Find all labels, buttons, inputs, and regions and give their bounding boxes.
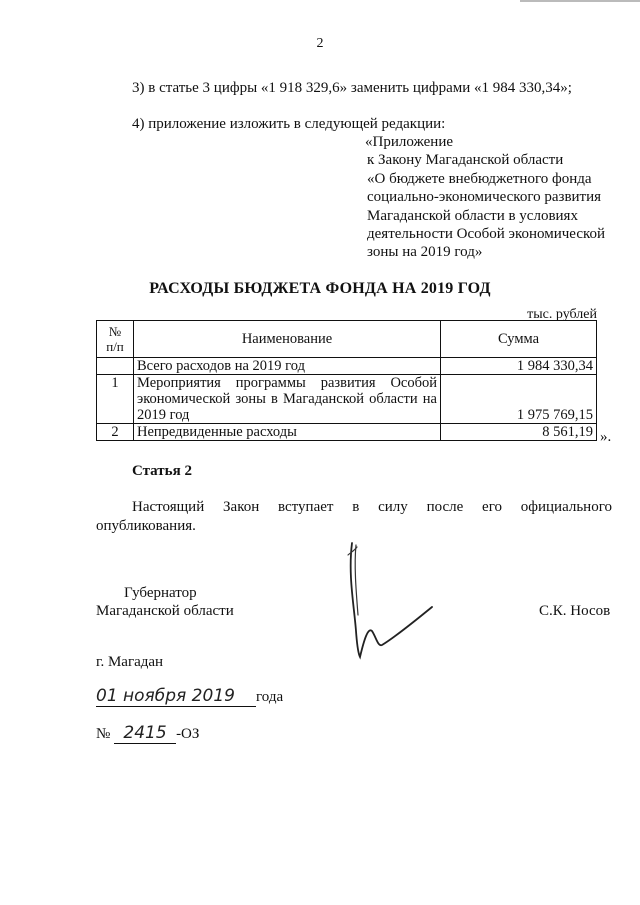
date-handwritten: 01 ноября 2019 [96, 686, 235, 706]
header-num-line2: п/п [106, 339, 124, 354]
article-word: силу [378, 499, 408, 515]
article-title: Статья 2 [132, 463, 192, 479]
appendix-header [365, 133, 625, 262]
table-row [97, 375, 597, 424]
table-row [97, 358, 597, 375]
amendment-item-3: 3) в статье 3 цифры «1 918 329,6» заменить цифрами «1 984 330,34»; [132, 80, 572, 96]
header-num-line1: № [108, 324, 122, 339]
row-name: Мероприятия программы развития Особой экономической зоны в Магаданской области на 2019 год [134, 375, 441, 424]
law-number [96, 723, 199, 744]
signing-date [96, 686, 283, 707]
amendment-item-4: 4) приложение изложить в следующей редакции: [132, 116, 446, 132]
appendix-line: к Закону Магаданской области [367, 152, 564, 169]
appendix-line: деятельности Особой экономической [367, 226, 606, 243]
header-sum: Сумма [441, 321, 597, 358]
header-num [97, 321, 134, 358]
governor-title-line1: Губернатор [124, 585, 197, 601]
row-name: Всего расходов на 2019 год [134, 358, 441, 375]
law-number-suffix: -ОЗ [176, 726, 200, 742]
table-row [97, 424, 597, 441]
scan-edge-mark [520, 0, 640, 2]
row-sum: 8 561,19 [441, 424, 597, 441]
expenses-table [96, 320, 597, 441]
table-title: РАСХОДЫ БЮДЖЕТА ФОНДА НА 2019 ГОД [149, 280, 491, 297]
city: г. Магадан [96, 654, 164, 670]
law-number-field [114, 723, 176, 744]
article-word: Закон [223, 499, 260, 515]
closing-quote: ». [600, 429, 612, 445]
article-word: Настоящий [132, 499, 205, 515]
article-text-line1 [132, 499, 612, 516]
date-suffix: года [256, 689, 284, 705]
table-units: тыс. рублей [527, 307, 597, 322]
governor-signature [340, 535, 450, 665]
article-text-line2: опубликования. [96, 518, 196, 534]
article-word: официального [520, 499, 612, 515]
row-sum: 1 975 769,15 [441, 375, 597, 424]
table-header-row [97, 321, 597, 358]
appendix-line: социально-экономического развития [367, 189, 602, 206]
article-word: его [482, 499, 502, 515]
row-num: 1 [97, 375, 134, 424]
appendix-line: зоны на 2019 год» [367, 244, 483, 261]
page-number: 2 [316, 36, 324, 51]
header-name: Наименование [134, 321, 441, 358]
governor-name: С.К. Носов [539, 603, 611, 619]
article-word: вступает [278, 499, 334, 515]
row-num: 2 [97, 424, 134, 441]
appendix-line: Магаданской области в условиях [367, 207, 578, 224]
appendix-line: «О бюджете внебюджетного фонда [367, 170, 592, 187]
governor-title-line2: Магаданской области [96, 603, 234, 619]
law-number-prefix: № [96, 726, 111, 742]
row-name: Непредвиденные расходы [134, 424, 441, 441]
article-word: после [426, 499, 464, 515]
date-handwritten-field [96, 686, 256, 707]
row-num [97, 358, 134, 375]
appendix-line: «Приложение [365, 134, 454, 150]
article-word: в [352, 499, 360, 515]
row-sum: 1 984 330,34 [441, 358, 597, 375]
law-number-handwritten: 2415 [123, 723, 167, 743]
